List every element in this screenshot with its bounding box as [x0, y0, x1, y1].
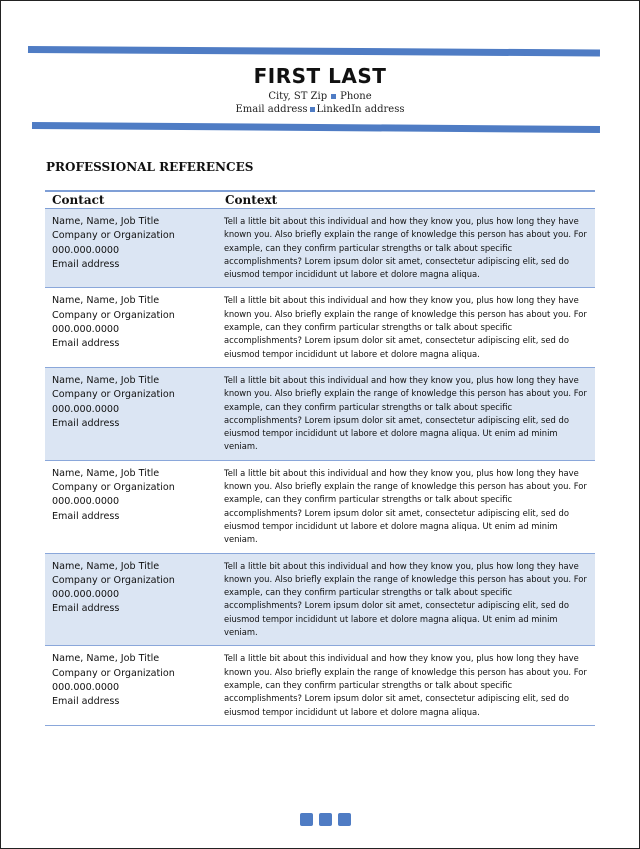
reference-phone: 000.000.0000	[52, 681, 120, 693]
contact-cell	[45, 553, 218, 646]
contact-cell	[45, 288, 218, 367]
reference-email: Email address	[52, 696, 120, 708]
person-name: FIRST LAST	[253, 64, 387, 88]
contact-cell	[45, 367, 218, 460]
context-cell: Tell a little bit about this individual and how they know you, plus how long they have known you. Also briefly explain the range of knowledge this person has about you. For example, can they confirm particular strengths or talk about specific accomplishments? Lorem ipsum dolor sit amet, consectetur adipiscing elit, sed do eiusmod tempor incididunt ut labore et dolore magna aliqua.	[218, 646, 595, 725]
reference-phone: 000.000.0000	[52, 589, 120, 601]
header-contact: Contact	[45, 191, 218, 209]
email-text: Email address	[235, 104, 308, 115]
header-context: Context	[218, 191, 595, 209]
reference-name: Name, Name, Job Title	[52, 560, 160, 572]
resume-header	[0, 64, 640, 116]
section-title: PROFESSIONAL REFERENCES	[46, 160, 254, 174]
context-cell: Tell a little bit about this individual and how they know you, plus how long they have known you. Also briefly explain the range of knowledge this person has about you. For example, can they confirm particular strengths or talk about specific accomplishments? Lorem ipsum dolor sit amet, consectetur adipiscing elit, sed do eiusmod tempor incididunt ut labore et dolore magna aliqua. Ut enim ad minim veniam.	[218, 553, 595, 646]
reference-name: Name, Name, Job Title	[52, 295, 160, 307]
contact-cell	[45, 460, 218, 553]
reference-org: Company or Organization	[52, 667, 175, 679]
reference-phone: 000.000.0000	[52, 403, 120, 415]
reference-org: Company or Organization	[52, 482, 175, 494]
table-row	[45, 209, 595, 288]
reference-org: Company or Organization	[52, 309, 175, 321]
contact-cell	[45, 209, 218, 288]
reference-email: Email address	[52, 258, 120, 270]
reference-phone: 000.000.0000	[52, 324, 120, 336]
reference-email: Email address	[52, 603, 120, 615]
reference-name: Name, Name, Job Title	[52, 374, 160, 386]
contact-line-1	[0, 90, 640, 103]
reference-name: Name, Name, Job Title	[52, 653, 160, 665]
reference-org: Company or Organization	[52, 389, 175, 401]
phone-text: Phone	[340, 91, 372, 102]
square-icon	[319, 813, 332, 826]
table-row	[45, 288, 595, 367]
reference-org: Company or Organization	[52, 230, 175, 242]
table-row	[45, 553, 595, 646]
footer-decoration	[300, 813, 351, 826]
references-table	[45, 190, 595, 726]
contact-line-2	[0, 103, 640, 116]
context-cell: Tell a little bit about this individual and how they know you, plus how long they have known you. Also briefly explain the range of knowledge this person has about you. For example, can they confirm particular strengths or talk about specific accomplishments? Lorem ipsum dolor sit amet, consectetur adipiscing elit, sed do eiusmod tempor incididunt ut labore et dolore magna aliqua. Ut enim ad minim veniam.	[218, 460, 595, 553]
context-cell: Tell a little bit about this individual and how they know you, plus how long they have known you. Also briefly explain the range of knowledge this person has about you. For example, can they confirm particular strengths or talk about specific accomplishments? Lorem ipsum dolor sit amet, consectetur adipiscing elit, sed do eiusmod tempor incididunt ut labore et dolore magna aliqua. Ut enim ad minim veniam.	[218, 367, 595, 460]
square-icon	[338, 813, 351, 826]
reference-org: Company or Organization	[52, 574, 175, 586]
city-text: City, ST Zip	[268, 91, 328, 102]
reference-name: Name, Name, Job Title	[52, 467, 160, 479]
reference-email: Email address	[52, 338, 120, 350]
context-cell: Tell a little bit about this individual and how they know you, plus how long they have known you. Also briefly explain the range of knowledge this person has about you. For example, can they confirm particular strengths or talk about specific accomplishments? Lorem ipsum dolor sit amet, consectetur adipiscing elit, sed do eiusmod tempor incididunt ut labore et dolore magna aliqua.	[218, 209, 595, 288]
reference-phone: 000.000.0000	[52, 496, 120, 508]
reference-email: Email address	[52, 510, 120, 522]
contact-cell	[45, 646, 218, 725]
table-header-row	[45, 191, 595, 209]
table-row	[45, 367, 595, 460]
reference-phone: 000.000.0000	[52, 244, 120, 256]
table-row	[45, 646, 595, 725]
reference-name: Name, Name, Job Title	[52, 216, 160, 227]
square-icon	[300, 813, 313, 826]
table-row	[45, 460, 595, 553]
context-cell: Tell a little bit about this individual and how they know you, plus how long they have known you. Also briefly explain the range of knowledge this person has about you. For example, can they confirm particular strengths or talk about specific accomplishments? Lorem ipsum dolor sit amet, consectetur adipiscing elit, sed do eiusmod tempor incididunt ut labore et dolore magna aliqua.	[218, 288, 595, 367]
separator-icon	[310, 107, 315, 112]
separator-icon	[331, 94, 336, 99]
reference-email: Email address	[52, 417, 120, 429]
linkedin-text: LinkedIn address	[316, 104, 405, 115]
